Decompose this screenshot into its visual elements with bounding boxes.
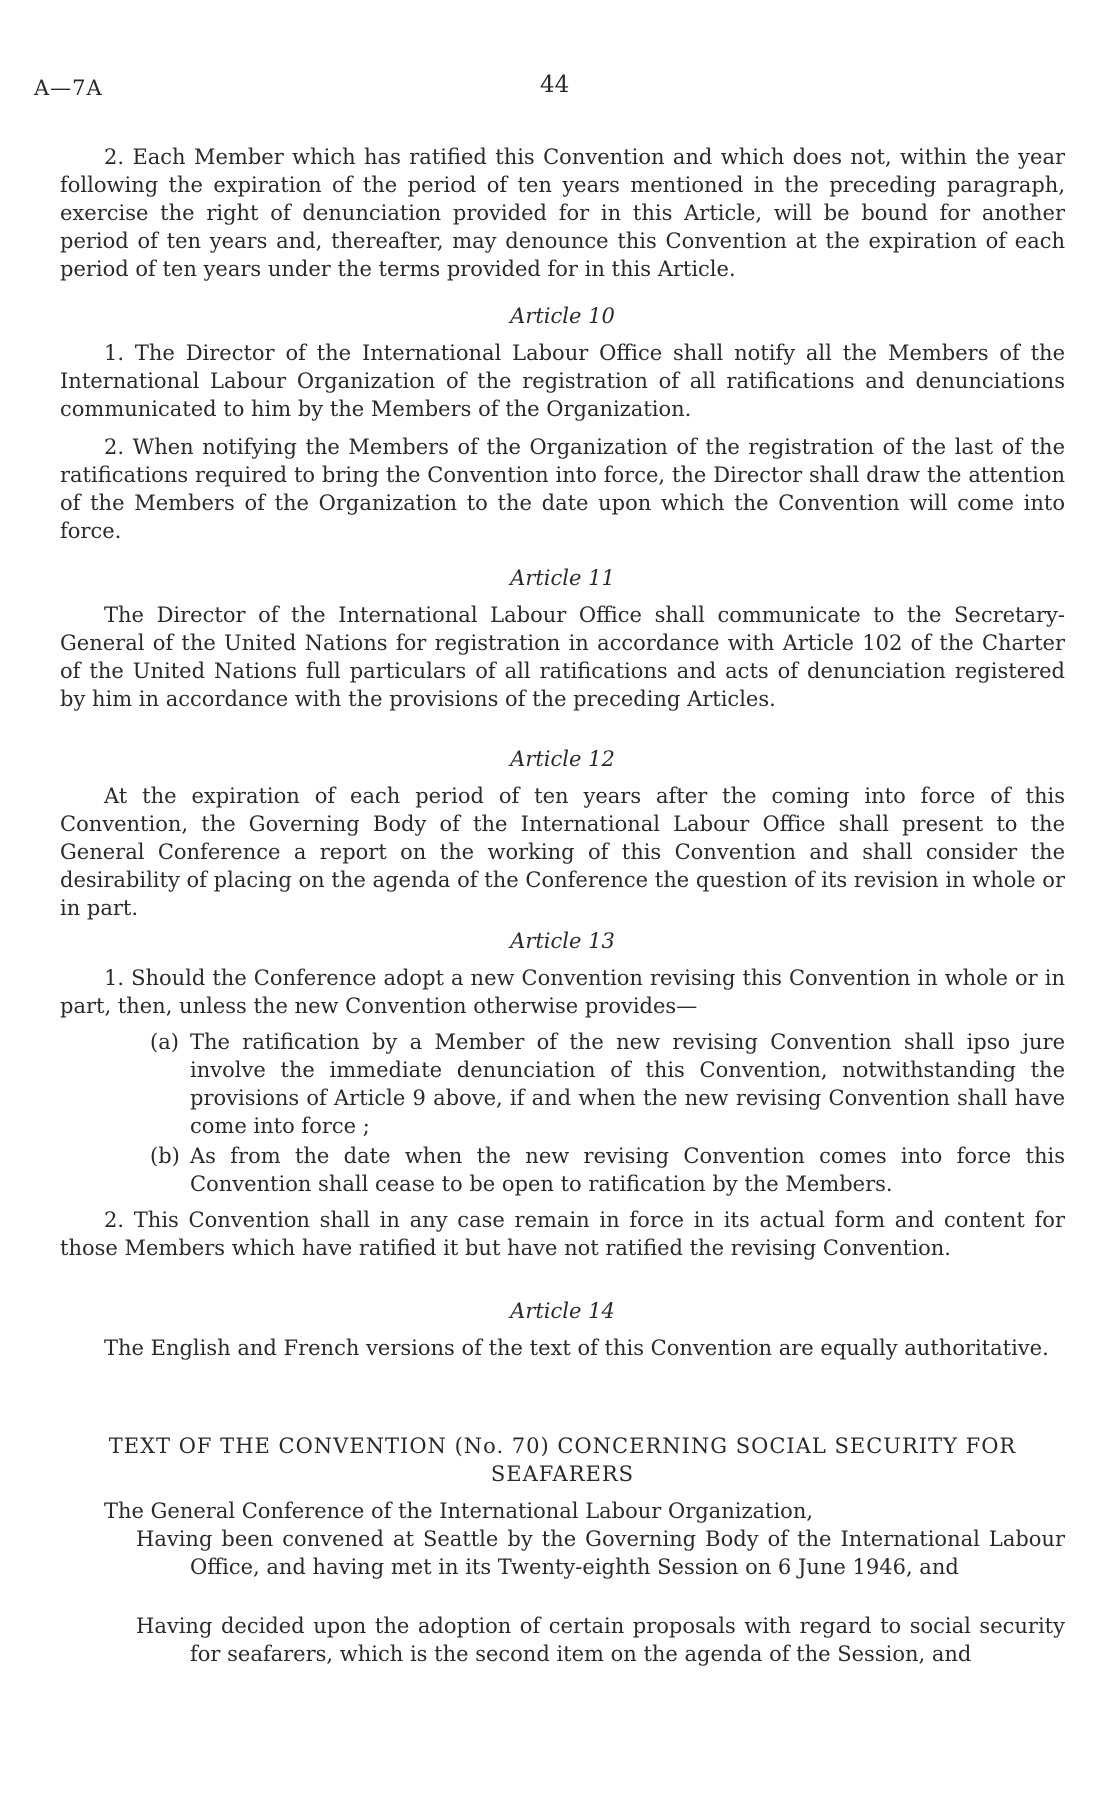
article-13-paragraph-2: 2. This Convention shall in any case remain in force in its actual form and content for those Members which have ratified it but have not ratified the revising Convention. [60,1208,1065,1260]
article-14-paragraph: The English and French versions of the text of this Convention are equally authoritative. [104,1336,1049,1360]
article-13-clause-b [150,1142,1065,1198]
article-12-heading: Article 12 [510,747,615,771]
article-9-paragraph-2: 2. Each Member which has ratified this Convention and which does not, within the year following the expiration of the period of ten years mentioned in the preceding paragraph, exercise the right of denunciation provided for in this Article, will be bound for another period of ten years and, thereafter, may denounce this Convention at the expiration of each period of ten years under the terms provided for in this Article. [60,145,1065,281]
clause-a-label: (a) [150,1030,179,1054]
article-13-clause-a [150,1028,1065,1140]
article-14-heading: Article 14 [510,1299,615,1323]
clause-b-text: As from the date when the new revising Convention comes into force this Convention shall cease to be open to ratification by the Members. [190,1144,1065,1196]
page-number: 44 [540,72,570,98]
convention-recital-1: Having been convened at Seattle by the Governing Body of the International Labour Office, and having met in its Twenty-eighth Session on 6 June 1946, and [136,1527,1065,1579]
clause-b-label: (b) [150,1144,180,1168]
article-12-paragraph: At the expiration of each period of ten years after the coming into force of this Convention, the Governing Body of the International Labour Office shall present to the General Conference a report on the working of this Convention and shall consider the desirability of placing on the agenda of the Conference the question of its revision in whole or in part. [60,784,1065,920]
clause-a-text: The ratification by a Member of the new revising Convention shall ipso jure involve the immediate denunciation of this Convention, notwithstanding the provisions of Article 9 above, if and when the new revising Convention shall have come into force ; [190,1030,1065,1138]
convention-title-line-2: SEAFARERS [490,1462,635,1486]
article-11-heading: Article 11 [510,566,615,590]
article-10-paragraph-1: 1. The Director of the International Labour Office shall notify all the Members of the International Labour Organization of the registration of all ratifications and denunciations communicated to him by the Members of the Organization. [60,341,1065,421]
document-reference: A—7A [34,76,103,100]
article-10-heading: Article 10 [510,304,615,328]
convention-intro: The General Conference of the International Labour Organization, [104,1499,814,1523]
article-10-paragraph-2: 2. When notifying the Members of the Organization of the registration of the last of the ratifications required to bring the Convention into force, the Director shall draw the attention of the Members of the Organization to the date upon which the Convention will come into force. [60,435,1065,543]
article-13-heading: Article 13 [510,929,615,953]
convention-title-line-1: TEXT OF THE CONVENTION (No. 70) CONCERNING SOCIAL SECURITY FOR [108,1434,1017,1458]
article-13-paragraph-1: 1. Should the Conference adopt a new Convention revising this Convention in whole or in part, then, unless the new Convention otherwise provides— [60,966,1065,1018]
convention-recital-2: Having decided upon the adoption of certain proposals with regard to social security for seafarers, which is the second item on the agenda of the Session, and [136,1614,1065,1666]
article-11-paragraph: The Director of the International Labour Office shall communicate to the Secretary-General of the United Nations for registration in accordance with Article 102 of the Charter of the United Nations full particulars of all ratifications and acts of denunciation registered by him in accordance with the provisions of the preceding Articles. [60,603,1065,711]
